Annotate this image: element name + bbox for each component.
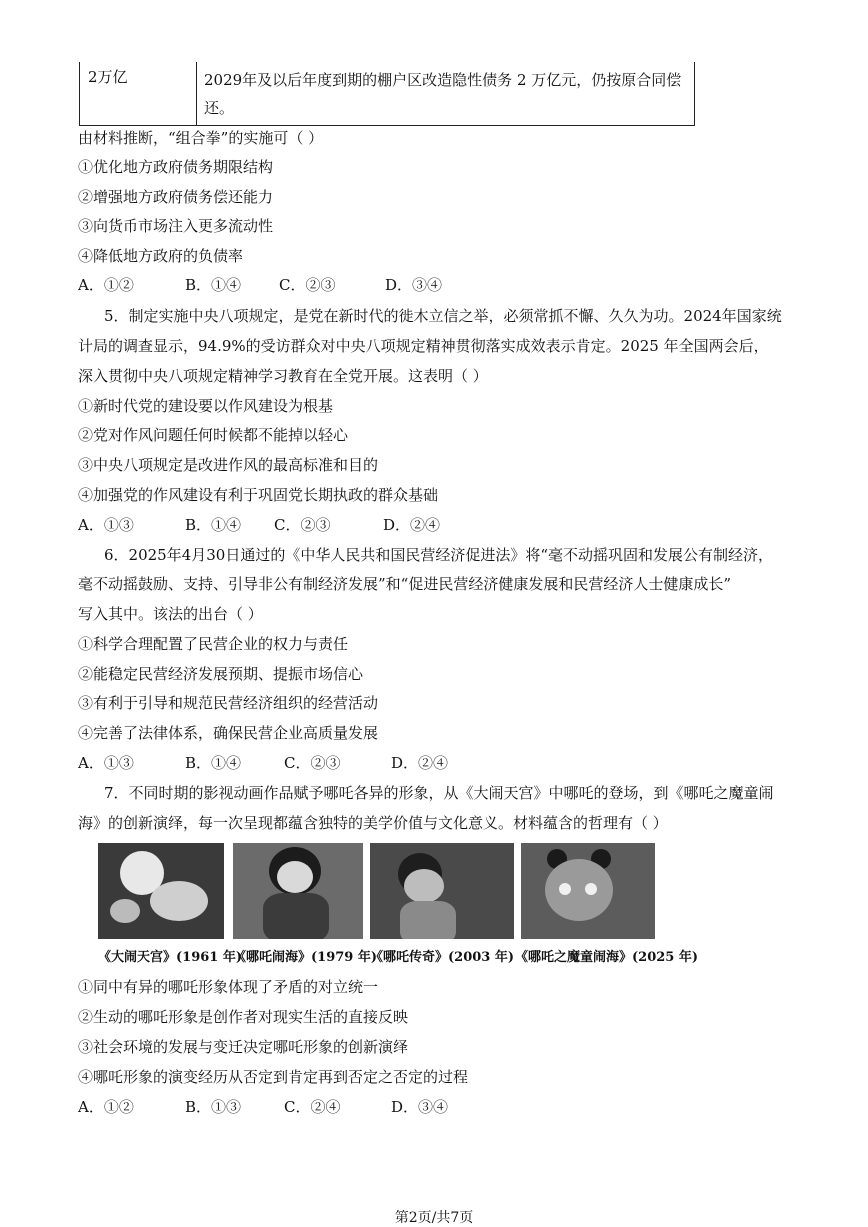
q5-item: ②党对作风问题任何时候都不能掉以轻心 [78,426,349,444]
film-caption-1979: 《哪吒闹海》(1979 年) [233,950,378,965]
option-a: A．①② [78,276,134,294]
option-d: D．②④ [383,516,441,534]
option-c: C．②③ [284,754,341,772]
film-caption-2003: 《哪吒传奇》(2003 年) [370,950,515,965]
option-d: D．③④ [385,276,443,294]
q7-item: ②生动的哪吒形象是创作者对现实生活的直接反映 [78,1008,409,1026]
q7-stem-line: 海》的创新演绎，每一次呈现都蕴含独特的美学价值与文化意义。材料蕴含的哲理有（ ） [78,814,668,832]
q5-item: ③中央八项规定是改进作风的最高标准和目的 [78,456,379,474]
q4-item: ③向货币市场注入更多流动性 [78,217,274,235]
table-cell-description: 2029年及以后年度到期的棚户区改造隐性债务 2 万亿元，仍按原合同偿还。 [204,71,682,117]
q6-item: ③有利于引导和规范民营经济组织的经营活动 [78,694,379,712]
option-b: B．①④ [185,754,242,772]
q4-stem: 由材料推断，“组合拳”的实施可（ ） [78,129,324,147]
option-b: B．①④ [185,516,242,534]
q6-item: ①科学合理配置了民营企业的权力与责任 [78,635,349,653]
film-still-2025 [521,843,655,939]
option-a: A．①② [78,1098,134,1116]
option-c: C．②④ [284,1098,341,1116]
q6-item: ②能稳定民营经济发展预期、提振市场信心 [78,665,364,683]
q4-item: ④降低地方政府的负债率 [78,247,244,265]
table [79,62,695,126]
q6-stem-line: 写入其中。该法的出台（ ） [78,605,263,623]
q7-item: ④哪吒形象的演变经历从否定到肯定再到否定之否定的过程 [78,1068,469,1086]
option-b: B．①③ [185,1098,242,1116]
option-c: C．②③ [274,516,331,534]
table-cell-amount: 2万亿 [88,68,128,86]
option-c: C．②③ [279,276,336,294]
option-a: A．①③ [78,754,134,772]
q5-stem-line: 计局的调查显示，94.9%的受访群众对中央八项规定精神贯彻落实成效表示肯定。2025 年全国两会后， [78,337,769,355]
q6-stem-line: 6．2025年4月30日通过的《中华人民共和国民营经济促进法》将“毫不动摇巩固和发展公有制经济， [104,546,774,564]
table-divider [196,62,197,125]
option-d: D．③④ [391,1098,449,1116]
film-still-1961 [98,843,224,939]
q5-item: ④加强党的作风建设有利于巩固党长期执政的群众基础 [78,486,439,504]
page-footer: 第2页/共7页 [394,1210,474,1226]
q5-stem-line: 5．制定实施中央八项规定，是党在新时代的徙木立信之举，必须常抓不懈、久久为功。2024年国家统 [104,307,782,325]
q7-item: ①同中有异的哪吒形象体现了矛盾的对立统一 [78,978,379,996]
option-d: D．②④ [391,754,449,772]
film-caption-2025: 《哪吒之魔童闹海》(2025 年) [515,950,699,965]
q6-stem-line: 毫不动摇鼓励、支持、引导非公有制经济发展”和“促进民营经济健康发展和民营经济人士健康成长” [78,575,732,593]
q4-item: ②增强地方政府债务偿还能力 [78,188,274,206]
q5-stem-line: 深入贯彻中央八项规定精神学习教育在全党开展。这表明（ ） [78,367,488,385]
q6-item: ④完善了法律体系，确保民营企业高质量发展 [78,724,379,742]
option-a: A．①③ [78,516,134,534]
q4-item: ①优化地方政府债务期限结构 [78,158,274,176]
option-b: B．①④ [185,276,242,294]
film-caption-1961: 《大闹天宫》(1961 年) [98,950,243,965]
film-still-2003 [370,843,514,939]
q7-stem-line: 7．不同时期的影视动画作品赋予哪吒各异的形象，从《大闹天宫》中哪吒的登场，到《哪吒之魔童闹 [104,784,774,802]
q7-item: ③社会环境的发展与变迁决定哪吒形象的创新演绎 [78,1038,409,1056]
film-still-1979 [233,843,363,939]
q5-item: ①新时代党的建设要以作风建设为根基 [78,397,334,415]
